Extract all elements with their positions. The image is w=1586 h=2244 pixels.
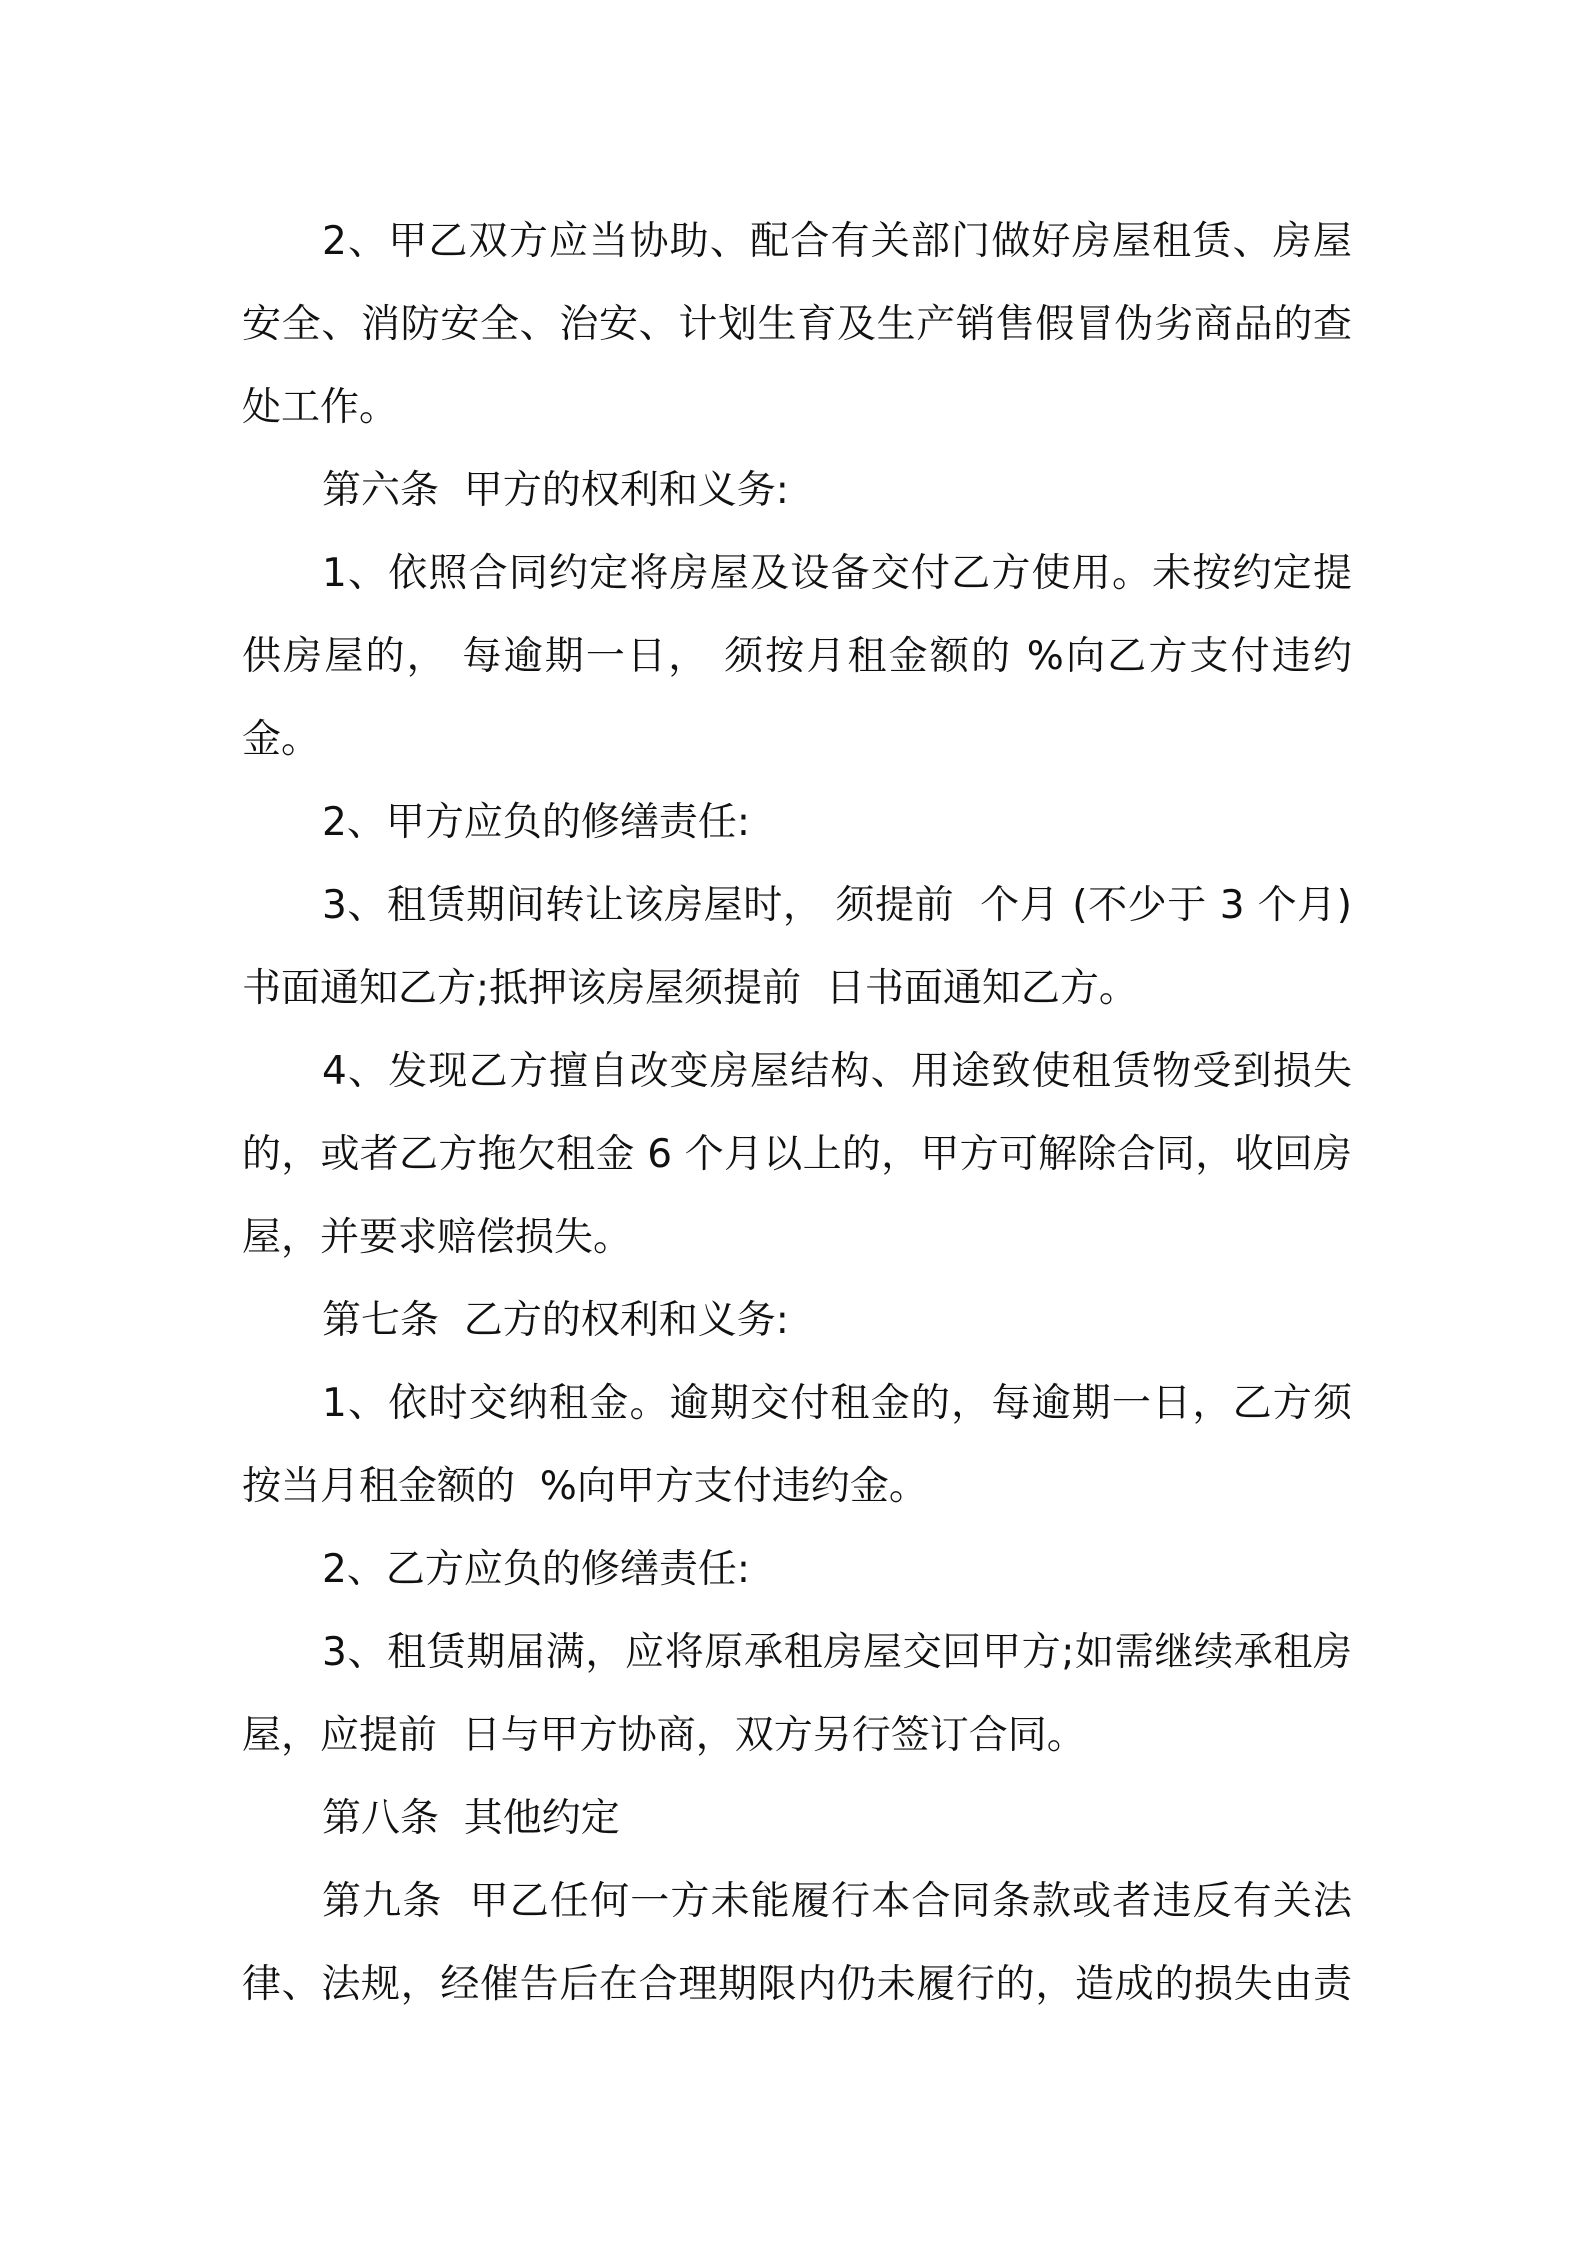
text-line: 第九条 甲乙任何一方未能履行本合同条款或者违反有关法 [322, 1879, 1352, 1924]
clause-paragraph-deliver-house [242, 532, 1352, 781]
clause-paragraph-termination [242, 1030, 1352, 1279]
article-seven-heading [242, 1279, 1352, 1362]
text-line: 2、甲方应负的修缮责任: [322, 800, 750, 845]
text-line: 屋，并要求赔偿损失。 [242, 1215, 633, 1260]
text-line: 按当月租金额的 %向甲方支付违约金。 [242, 1464, 928, 1509]
article-eight-heading [242, 1777, 1352, 1860]
text-line: 4、发现乙方擅自改变房屋结构、用途致使租赁物受到损失 [322, 1049, 1352, 1094]
text-line: 供房屋的， 每逾期一日， 须按月租金额的 %向乙方支付违约 [242, 634, 1352, 679]
article-six-heading [242, 449, 1352, 532]
clause-paragraph-party-a-repair [242, 781, 1352, 864]
text-line: 金。 [242, 717, 321, 762]
clause-paragraph-mutual-cooperation [242, 200, 1352, 449]
text-line: 1、依照合同约定将房屋及设备交付乙方使用。未按约定提 [322, 551, 1352, 596]
text-line: 安全、消防安全、治安、计划生育及生产销售假冒伪劣商品的查 [242, 302, 1352, 347]
text-line: 书面通知乙方;抵押该房屋须提前 日书面通知乙方。 [242, 966, 1138, 1011]
text-line: 3、租赁期届满，应将原承租房屋交回甲方;如需继续承租房 [322, 1630, 1352, 1675]
clause-paragraph-lease-expiry [242, 1611, 1352, 1777]
clause-paragraph-party-b-repair [242, 1528, 1352, 1611]
text-line: 第六条 甲方的权利和义务: [322, 468, 789, 513]
clause-paragraph-pay-rent [242, 1362, 1352, 1528]
clause-paragraph-transfer-notice [242, 864, 1352, 1030]
article-nine-paragraph [242, 1860, 1352, 2026]
text-line: 1、依时交纳租金。逾期交付租金的，每逾期一日，乙方须 [322, 1381, 1352, 1426]
text-line: 屋，应提前 日与甲方协商，双方另行签订合同。 [242, 1713, 1086, 1758]
text-line: 3、租赁期间转让该房屋时， 须提前 个月 (不少于 3 个月) [322, 883, 1352, 928]
text-line: 处工作。 [242, 385, 399, 430]
text-line: 2、乙方应负的修缮责任: [322, 1547, 750, 1592]
text-line: 2、甲乙双方应当协助、配合有关部门做好房屋租赁、房屋 [322, 219, 1352, 264]
text-line: 律、法规，经催告后在合理期限内仍未履行的，造成的损失由责 [242, 1962, 1352, 2007]
text-line: 第八条 其他约定 [322, 1796, 620, 1841]
document-body [242, 200, 1352, 2026]
text-line: 第七条 乙方的权利和义务: [322, 1298, 789, 1343]
text-line: 的，或者乙方拖欠租金 6 个月以上的，甲方可解除合同，收回房 [242, 1132, 1352, 1177]
